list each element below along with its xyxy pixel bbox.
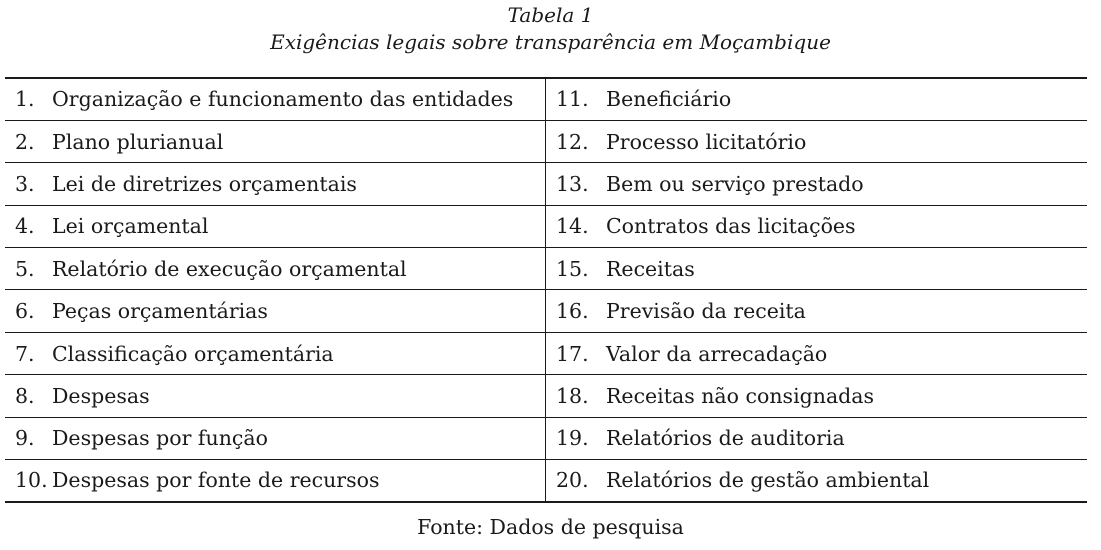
item-text: Previsão da receita [606, 299, 806, 324]
item-number: 2. [15, 129, 35, 154]
table-cell-left [5, 163, 546, 205]
table-cell-right [546, 120, 1088, 162]
table-cell-right [546, 460, 1088, 502]
item-number: 13. [556, 171, 589, 196]
table-cell-left [5, 417, 546, 459]
item-text: Relatório de execução orçamental [52, 256, 407, 281]
item-text: Peças orçamentárias [52, 299, 268, 324]
item-number: 16. [556, 299, 589, 324]
item-text: Despesas por função [52, 426, 268, 451]
table-cell-right [546, 332, 1088, 374]
item-number: 7. [15, 341, 35, 366]
item-text: Beneficiário [606, 87, 732, 112]
item-text: Despesas [52, 383, 150, 408]
table-cell-right [546, 248, 1088, 290]
item-number: 18. [556, 383, 589, 408]
table-source-note: Fonte: Dados de pesquisa [417, 515, 684, 539]
table-cell-right [546, 205, 1088, 247]
item-text: Processo licitatório [606, 129, 807, 154]
item-text: Lei orçamental [52, 214, 209, 239]
item-number: 4. [15, 214, 35, 239]
table-cell-right [546, 375, 1088, 417]
item-number: 11. [556, 87, 589, 112]
item-text: Relatórios de gestão ambiental [606, 468, 930, 493]
item-text: Bem ou serviço prestado [606, 171, 864, 196]
item-text: Receitas [606, 256, 695, 281]
table-row [5, 78, 1087, 120]
item-number: 12. [556, 129, 589, 154]
item-text: Plano plurianual [52, 129, 224, 154]
table-row [5, 375, 1087, 417]
table-row [5, 248, 1087, 290]
table-cell-right [546, 417, 1088, 459]
item-number: 3. [15, 171, 35, 196]
item-number: 6. [15, 299, 35, 324]
item-text: Classificação orçamentária [52, 341, 334, 366]
table-cell-left [5, 248, 546, 290]
table-cell-left [5, 290, 546, 332]
item-number: 10. [15, 468, 48, 493]
table-cell-right [546, 163, 1088, 205]
table-row [5, 205, 1087, 247]
table-cell-left [5, 78, 546, 120]
item-text: Relatórios de auditoria [606, 426, 845, 451]
item-number: 15. [556, 256, 589, 281]
item-number: 5. [15, 256, 35, 281]
item-text: Receitas não consignadas [606, 383, 875, 408]
table-row [5, 417, 1087, 459]
table-cell-left [5, 120, 546, 162]
item-number: 14. [556, 214, 589, 239]
item-number: 17. [556, 341, 589, 366]
table-caption-title: Exigências legais sobre transparência em Moçambique [270, 30, 831, 54]
item-text: Organização e funcionamento das entidades [52, 87, 514, 112]
table-cell-right [546, 78, 1088, 120]
table-cell-right [546, 290, 1088, 332]
item-text: Lei de diretrizes orçamentais [52, 171, 357, 196]
table-cell-left [5, 205, 546, 247]
requirements-table-body [5, 78, 1087, 502]
item-number: 20. [556, 468, 589, 493]
table-row [5, 460, 1087, 502]
table-row [5, 163, 1087, 205]
table-caption-label: Tabela 1 [507, 3, 594, 27]
item-text: Despesas por fonte de recursos [52, 468, 380, 493]
item-text: Contratos das licitações [606, 214, 856, 239]
item-number: 9. [15, 426, 35, 451]
table-cell-left [5, 375, 546, 417]
item-number: 19. [556, 426, 589, 451]
table-cell-left [5, 332, 546, 374]
requirements-table [5, 77, 1087, 503]
table-row [5, 290, 1087, 332]
item-number: 8. [15, 383, 35, 408]
item-text: Valor da arrecadação [606, 341, 828, 366]
table-row [5, 120, 1087, 162]
table-row [5, 332, 1087, 374]
table-cell-left [5, 460, 546, 502]
item-number: 1. [15, 87, 35, 112]
